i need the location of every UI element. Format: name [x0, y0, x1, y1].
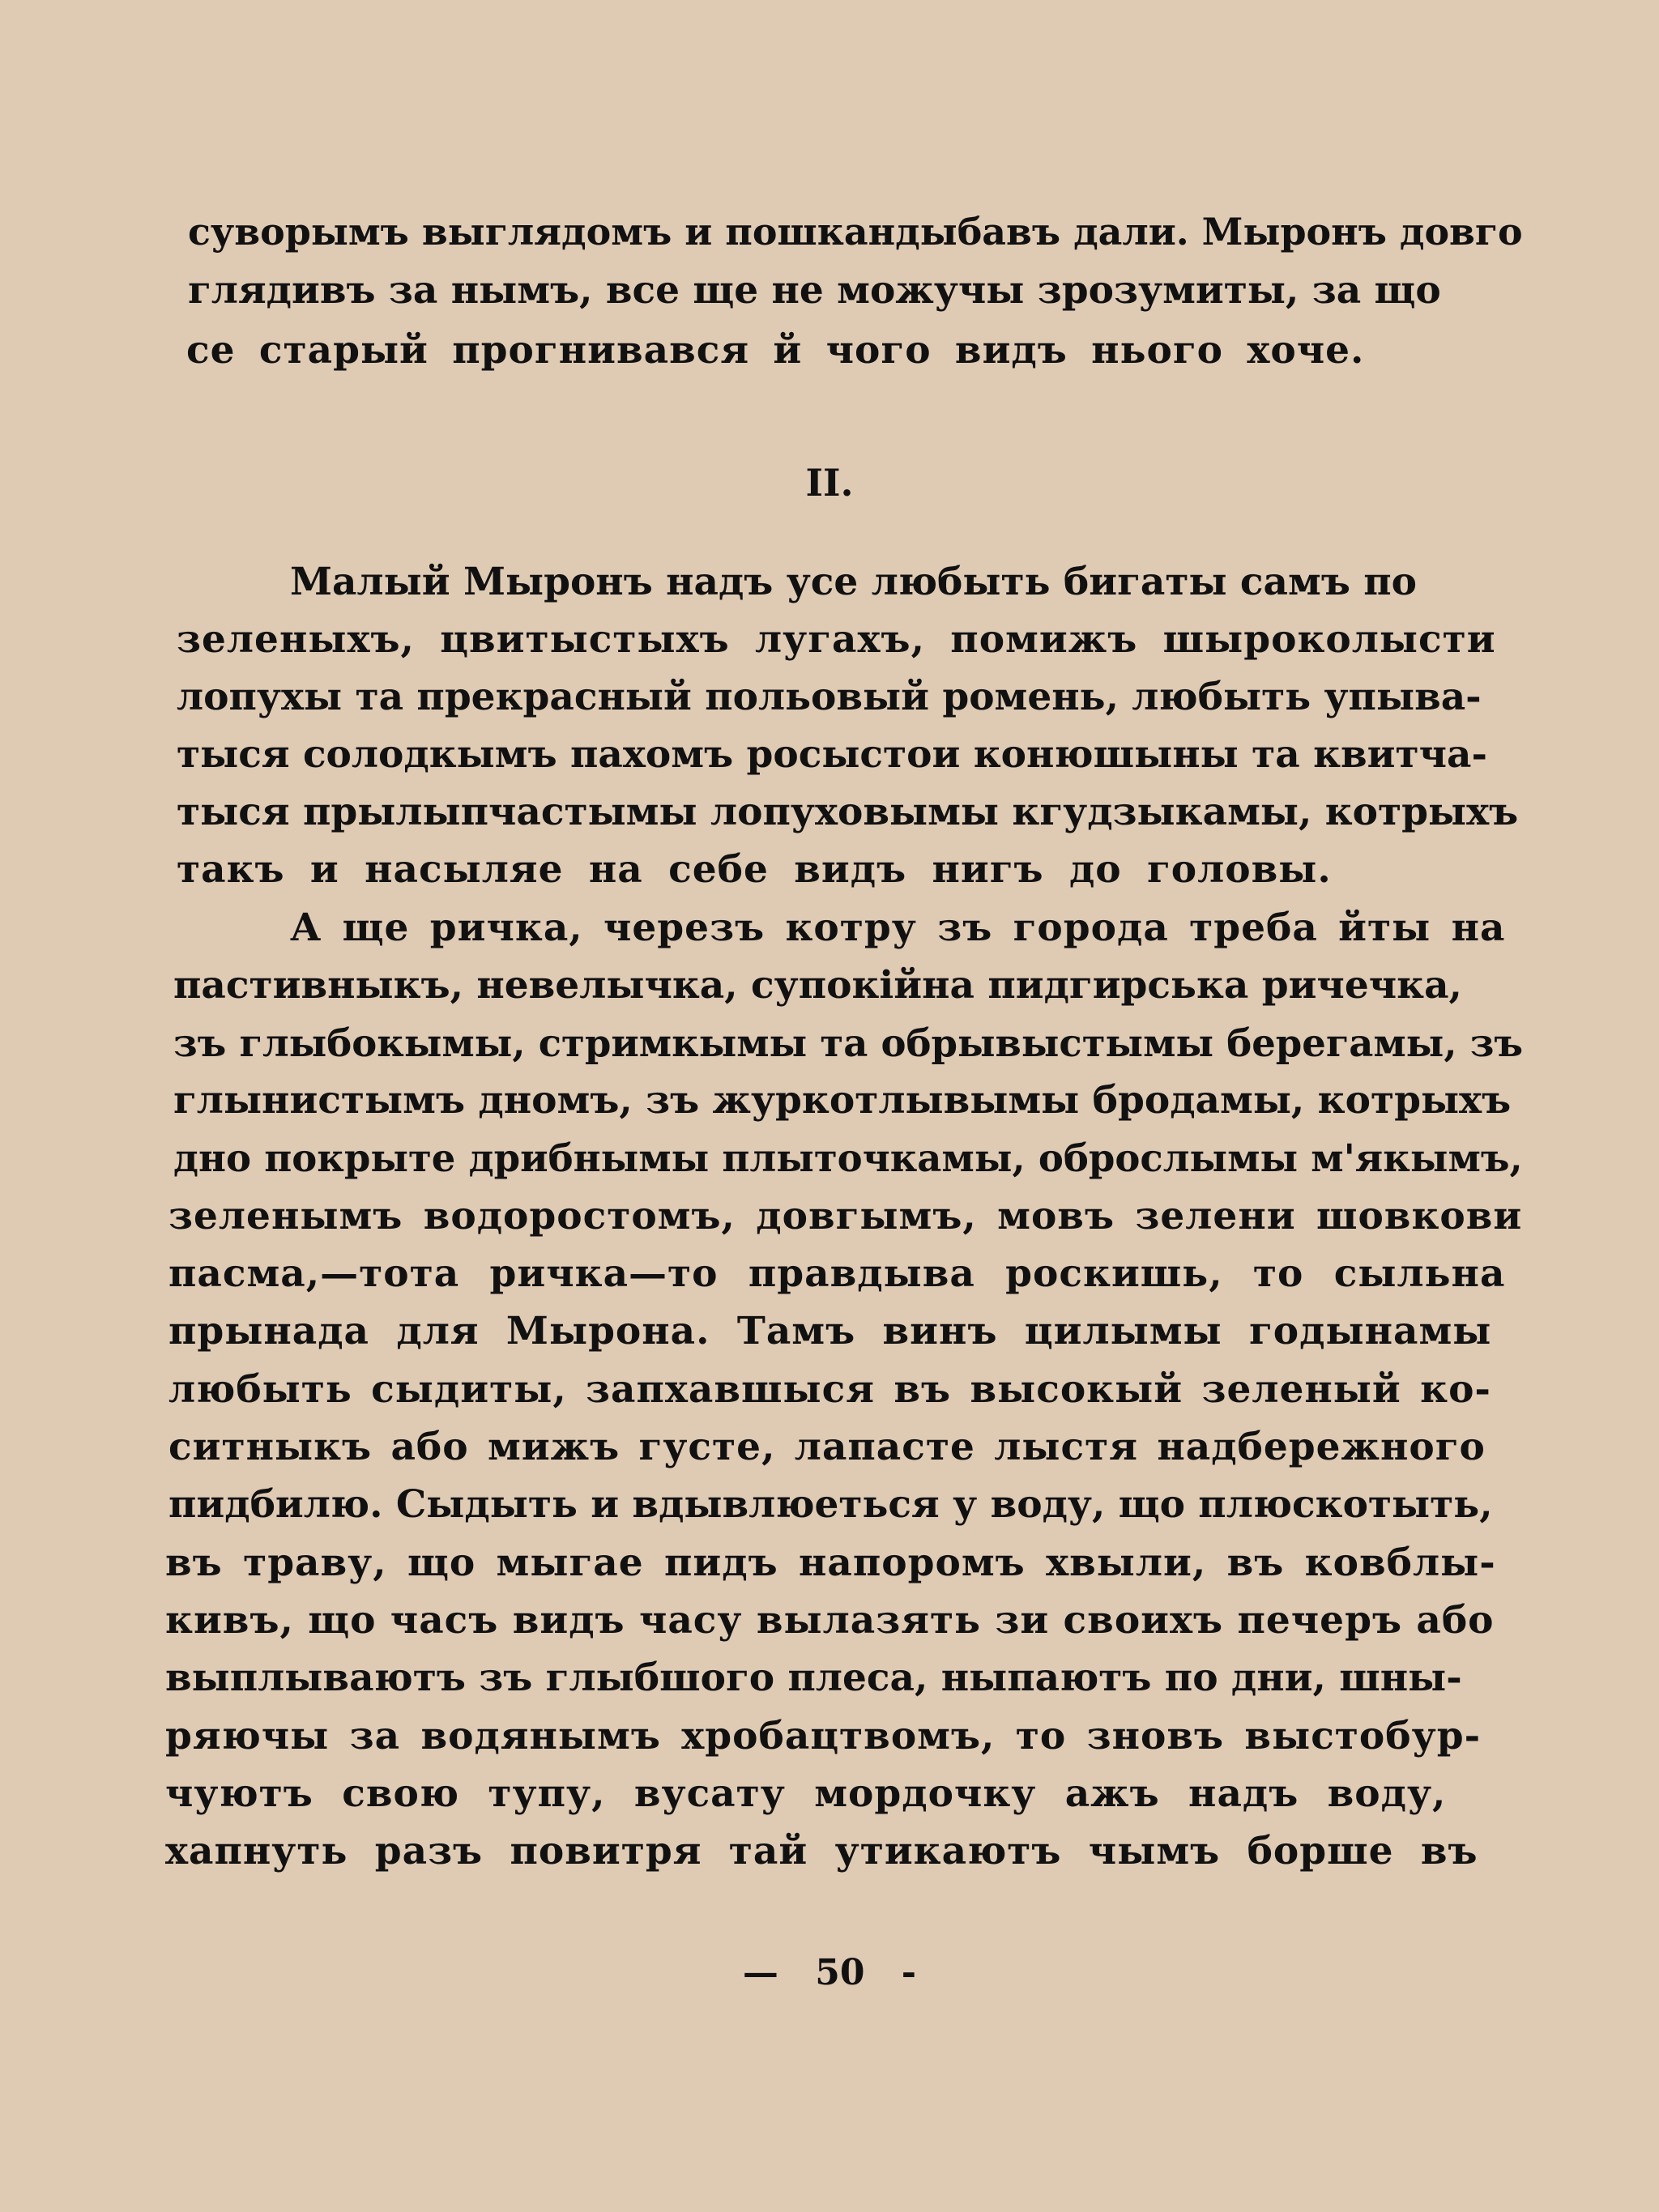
text-line: ситныкъ або мижъ густе, лапасте лыстя надбережного	[168, 1425, 1486, 1469]
text-line: се старый прогнивався й чого видъ нього хоче.	[186, 328, 1365, 373]
text-line: пасма,—тота ричка—то правдыва роскишь, то сыльна	[168, 1251, 1506, 1296]
text-line: прынада для Мырона. Тамъ винъ цилымы годынамы	[168, 1309, 1492, 1353]
text-line: кивъ, що часъ видъ часу вылазять зи своихъ печеръ або	[165, 1598, 1495, 1643]
text-line: хапнуть разъ повитря тай утикаютъ чымъ борше въ	[165, 1829, 1478, 1873]
text-line: выплываютъ зъ глыбшого плеса, ныпаютъ по дни, шны-	[165, 1656, 1462, 1700]
text-line: глынистымъ дномъ, зъ журкотлывымы бродамы, котрыхъ	[173, 1078, 1512, 1123]
text-line: зъ глыбокымы, стримкымы та обрывыстымы берегамы, зъ	[173, 1021, 1524, 1065]
text-line: въ траву, що мыгае пидъ напоромъ хвыли, въ ковблы-	[165, 1541, 1496, 1585]
section-heading: II.	[805, 461, 854, 505]
text-line: суворымъ выглядомъ и пошкандыбавъ дали. Мыронъ довго	[188, 210, 1523, 254]
text-line: А ще ричка, черезъ котру зъ города треба йты на	[290, 906, 1506, 950]
text-line: чуютъ свою тупу, вусату мордочку ажъ надъ воду,	[165, 1771, 1447, 1816]
text-line: такъ и насыляе на себе видъ нигъ до головы.	[177, 847, 1332, 892]
text-line: тыся прылыпчастымы лопуховымы кгудзыкамы, котрыхъ	[177, 790, 1519, 834]
text-line: дно покрыте дрибнымы плыточкамы, оброслымы м'якымъ,	[173, 1136, 1523, 1180]
text-line: любыть сыдиты, запхавшыся въ высокый зеленый ко-	[168, 1367, 1491, 1412]
text-line: зеленымъ водоростомъ, довгымъ, мовъ зелени шовкови	[168, 1194, 1523, 1238]
text-line: зеленыхъ, цвитыстыхъ лугахъ, помижъ шыроколысти	[177, 617, 1496, 662]
text-line: пидбилю. Сыдыть и вдывлюеться у воду, що плюскотыть,	[168, 1482, 1493, 1527]
text-line: Малый Мыронъ надъ усе любыть бигаты самъ по	[290, 560, 1417, 604]
text-line: лопухы та прекрасный польовый ромень, любыть упыва-	[177, 675, 1482, 719]
text-line: ряючы за водянымъ хробацтвомъ, то зновъ выстобур-	[165, 1714, 1482, 1758]
text-line: тыся солодкымъ пахомъ росыстои конюшыны та квитча-	[177, 732, 1488, 777]
text-line: пастивныкъ, невелычка, супокійна пидгирська ричечка,	[173, 963, 1462, 1008]
page-number: — 50 -	[742, 1952, 917, 1993]
text-line: глядивъ за нымъ, все ще не можучы зрозумиты, за що	[188, 268, 1441, 313]
